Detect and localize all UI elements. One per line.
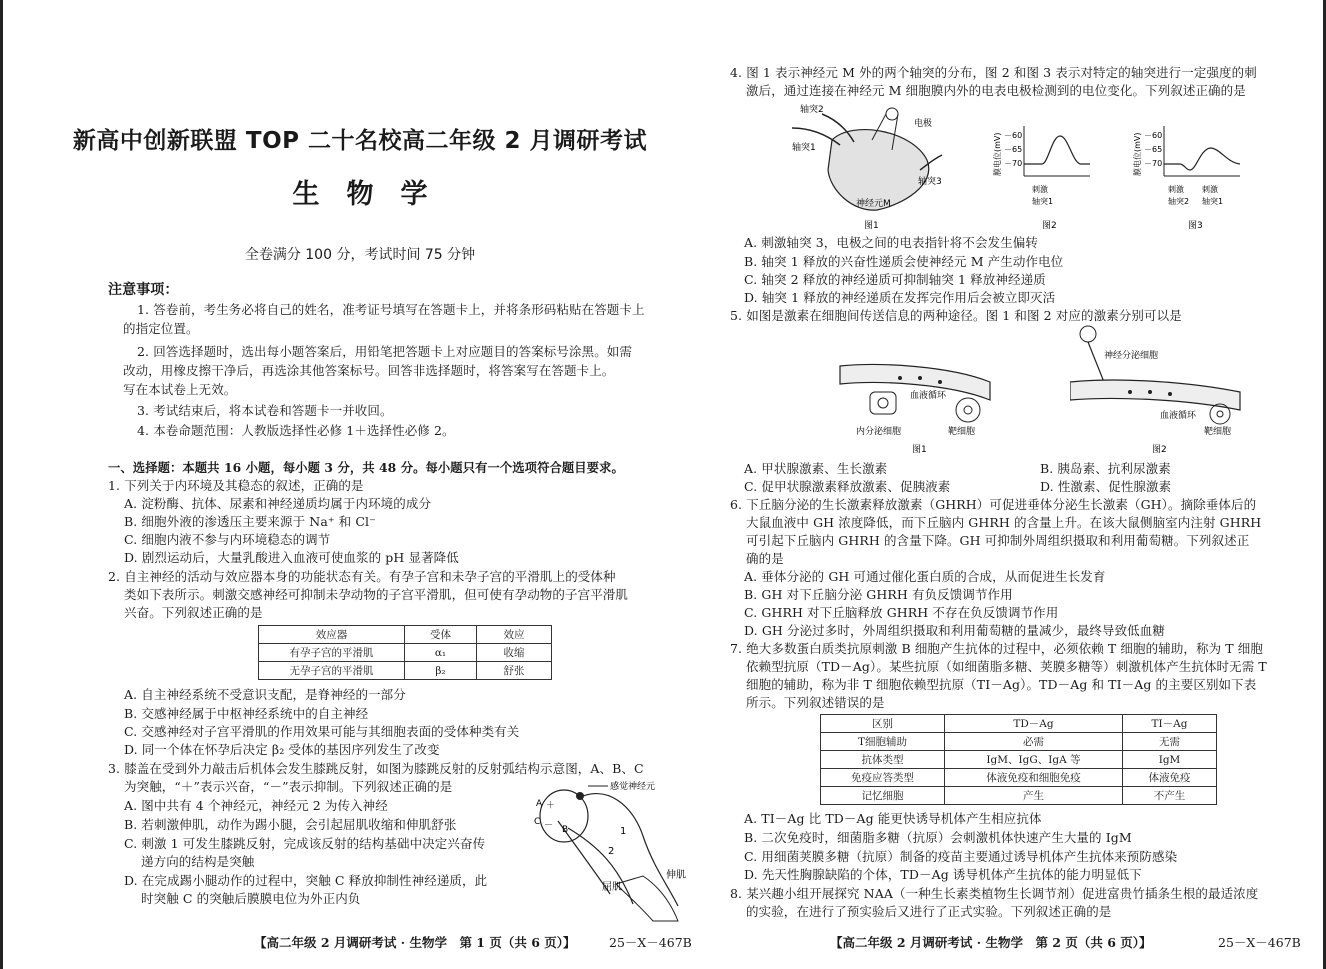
hormone-dot bbox=[1128, 390, 1132, 394]
question-stem: 激后，通过连接在神经元 M 细胞膜内外的电表电极检测到的电位变化。下列叙述正确的是 bbox=[746, 83, 1246, 98]
option: B. 交感神经属于中枢神经系统中的自主神经 bbox=[124, 706, 369, 721]
page-footer: 【高二年级 2 月调研考试 · 生物学 第 2 页（共 6 页）】 bbox=[830, 935, 1152, 950]
endocrine-cell bbox=[870, 392, 896, 414]
question-stem: 为突触，“＋”表示兴奋，“－”表示抑制。下列叙述正确的是 bbox=[124, 779, 453, 794]
y-axis-label: 膜电位(mV) bbox=[1133, 132, 1142, 176]
tick-label: －65 bbox=[1004, 145, 1023, 154]
option: B. 胰岛素、抗利尿激素 bbox=[1040, 461, 1171, 476]
hormone-dot bbox=[898, 376, 902, 380]
label-sensory: 感觉神经元 bbox=[610, 782, 656, 792]
table-header-row bbox=[259, 626, 552, 644]
page-right bbox=[722, 0, 1326, 969]
option: C. 细胞内液不参与内环境稳态的调节 bbox=[124, 532, 331, 547]
label-n2: 2 bbox=[608, 846, 615, 857]
option: C. 轴突 2 释放的神经递质可抑制轴突 1 释放神经递质 bbox=[744, 272, 1046, 287]
tick-label: －70 bbox=[1004, 159, 1023, 168]
table-cell: 必需 bbox=[945, 733, 1123, 751]
option: C. GHRH 对下丘脑释放 GHRH 不存在负反馈调节作用 bbox=[744, 605, 1059, 620]
stim-label: 轴突1 bbox=[1032, 197, 1054, 206]
table-cell: 体液免疫和细胞免疫 bbox=[945, 769, 1123, 787]
paper-code: 25－X－467B bbox=[1218, 935, 1301, 950]
fig-caption: 图1 bbox=[864, 221, 879, 231]
table-header-cell: 受体 bbox=[405, 626, 477, 644]
notice-line: 3. 考试结束后，将本试卷和答题卡一并收回。 bbox=[137, 403, 393, 418]
table-row bbox=[821, 751, 1217, 769]
cell-nucleus bbox=[964, 406, 972, 414]
question-stem: 细胞的辅助，称为非 T 细胞依赖型抗原（TI－Ag）。TD－Ag 和 TI－Ag 的主要区别如下表 bbox=[746, 677, 1257, 692]
question-stem: 所示。下列叙述错误的是 bbox=[746, 695, 885, 710]
label-electrode: 电极 bbox=[914, 119, 933, 129]
tick-label: －70 bbox=[1144, 159, 1163, 168]
option: A. 图中共有 4 个神经元，神经元 2 为传入神经 bbox=[124, 798, 388, 813]
table-cell: 产生 bbox=[945, 787, 1123, 805]
hormone-dot bbox=[938, 380, 942, 384]
section-heading: 一、选择题：本题共 16 小题，每小题 3 分，共 48 分。每小题只有一个选项符合题目要求。 bbox=[108, 460, 624, 475]
table-cell: T细胞辅助 bbox=[821, 733, 945, 751]
label-target: 靶细胞 bbox=[948, 427, 976, 437]
fig-caption: 图2 bbox=[1152, 445, 1167, 455]
fig-caption: 图3 bbox=[1188, 221, 1203, 231]
q4-potential-graph-3 bbox=[1130, 116, 1250, 232]
q5-hormone-figure-2 bbox=[1070, 322, 1250, 456]
stim-label: 轴突1 bbox=[1202, 197, 1224, 206]
fig-caption: 图2 bbox=[1042, 221, 1057, 231]
question-stem: 确的是 bbox=[746, 551, 784, 566]
question-stem: 6. 下丘脑分泌的生长激素释放激素（GHRH）可促进垂体分泌生长激素（GH）。摘除垂体后的 bbox=[730, 497, 1257, 512]
label-target: 靶细胞 bbox=[1204, 427, 1232, 437]
label-endocrine: 内分泌细胞 bbox=[856, 427, 902, 437]
label-axon1: 轴突1 bbox=[792, 143, 816, 153]
label-axon2: 轴突2 bbox=[800, 105, 824, 115]
leg-muscle bbox=[616, 876, 678, 921]
notice-line: 1. 答卷前，考生务必将自己的姓名，准考证号填写在答题卡上，并将条形码粘贴在答题卡上 bbox=[137, 302, 645, 317]
q4-potential-graph-2 bbox=[990, 116, 1100, 232]
tick-label: －60 bbox=[1144, 131, 1163, 140]
option: D. 性激素、促性腺激素 bbox=[1040, 479, 1172, 494]
meter-icon bbox=[886, 108, 898, 120]
label-a: A bbox=[536, 799, 543, 809]
question-stem: 1. 下列关于内环境及其稳态的叙述，正确的是 bbox=[108, 478, 364, 493]
option: A. 垂体分泌的 GH 可通过催化蛋白质的合成，从而促进生长发育 bbox=[744, 569, 1106, 584]
question-stem: 7. 绝大多数蛋白质类抗原刺激 B 细胞产生抗体的过程中，必须依赖 T 细胞的辅助，称为 T 细胞 bbox=[730, 641, 1264, 656]
table-header-cell: 效应 bbox=[477, 626, 552, 644]
fig-caption: 图1 bbox=[912, 445, 927, 455]
label-blood: 血液循环 bbox=[1160, 411, 1197, 421]
question-stem: 4. 图 1 表示神经元 M 外的两个轴突的分布，图 2 和图 3 表示对特定的轴突进行一定强度的刺 bbox=[730, 65, 1257, 80]
score-time: 全卷满分 100 分，考试时间 75 分钟 bbox=[244, 247, 476, 263]
target-cell bbox=[956, 398, 980, 422]
option: B. 若刺激伸肌，动作为踢小腿，会引起屈肌收缩和伸肌舒张 bbox=[124, 817, 457, 832]
tick-label: －65 bbox=[1144, 145, 1163, 154]
label-plus: ＋ bbox=[546, 801, 556, 811]
question-stem: 大鼠血液中 GH 浓度降低，而下丘脑内 GHRH 的含量上升。在该大鼠侧脑室内注射 GHRH bbox=[746, 515, 1262, 530]
stim-label: 轴突2 bbox=[1168, 197, 1190, 206]
notice-line: 4. 本卷命题范围：人教版选择性必修 1＋选择性必修 2。 bbox=[137, 423, 455, 438]
antigen-table bbox=[820, 714, 1217, 805]
label-flexor: 屈肌 bbox=[602, 882, 622, 893]
option: B. GH 对下丘脑分泌 GHRH 有负反馈调节作用 bbox=[744, 587, 1013, 602]
label-b: B bbox=[562, 825, 569, 835]
option: B. 细胞外液的渗透压主要来源于 Na⁺ 和 Cl⁻ bbox=[124, 514, 376, 529]
neurosecretory-cell bbox=[1080, 326, 1096, 342]
label-n1: 1 bbox=[620, 826, 627, 837]
label-c: C bbox=[534, 817, 541, 827]
table-cell: 体液免疫 bbox=[1123, 769, 1217, 787]
notice-line: 2. 回答选择题时，选出每小题答案后，用铅笔把答题卡上对应题目的答案标号涂黑。如需 bbox=[137, 344, 633, 359]
option: C. 刺激 1 可发生膝跳反射，完成该反射的结构基础中决定兴奋传 bbox=[124, 836, 486, 851]
hormone-dot bbox=[1168, 392, 1172, 396]
cell-nucleus bbox=[1217, 411, 1223, 417]
sensory-nerve bbox=[578, 794, 678, 906]
table-cell: 无需 bbox=[1123, 733, 1217, 751]
label-minus: － bbox=[544, 821, 554, 831]
question-stem: 兴奋。下列叙述正确的是 bbox=[124, 605, 263, 620]
question-stem: 5. 如图是激素在细胞间传送信息的两种途径。图 1 和图 2 对应的激素分别可以是 bbox=[730, 308, 1182, 323]
table-row bbox=[259, 662, 552, 680]
question-stem: 依赖型抗原（TD－Ag）。某些抗原（如细菌脂多糖、荚膜多糖等）刺激机体产生抗体时无需 T bbox=[746, 659, 1267, 674]
table-row bbox=[259, 644, 552, 662]
notice-line: 写在本试卷上无效。 bbox=[123, 382, 237, 397]
exam-title: 新高中创新联盟 TOP 二十名校高二年级 2 月调研考试 bbox=[72, 128, 648, 154]
table-row bbox=[821, 769, 1217, 787]
label-neuron: 神经元M bbox=[856, 199, 891, 209]
neurosecretory-axon bbox=[1088, 342, 1104, 382]
table-cell: β₂ bbox=[405, 662, 477, 680]
label-blood: 血液循环 bbox=[910, 391, 947, 401]
option: D. GH 分泌过多时，外周组织摄取和利用葡萄糖的量减少，最终导致低血糖 bbox=[744, 623, 1165, 638]
table-cell: IgM、IgG、IgA 等 bbox=[945, 751, 1123, 769]
tick-label: －60 bbox=[1004, 131, 1023, 140]
question-stem: 8. 某兴趣小组开展探究 NAA（一种生长素类植物生长调节剂）促进富贵竹插条生根的最适浓度 bbox=[730, 886, 1259, 901]
option: C. 交感神经对子宫平滑肌的作用效果可能与其细胞表面的受体种类有关 bbox=[124, 724, 520, 739]
question-stem: 可引起下丘脑内 GHRH 的含量下降。GH 可抑制外周组织摄取和利用葡萄糖。下列叙述正 bbox=[746, 533, 1250, 548]
stim-label: 刺激 bbox=[1032, 185, 1048, 194]
label-axon3: 轴突3 bbox=[918, 177, 942, 187]
motor-nerve bbox=[568, 828, 633, 904]
table-header-cell: 区别 bbox=[821, 715, 945, 733]
question-stem: 类如下表所示。刺激交感神经可抑制未孕动物的子宫平滑肌，但可使有孕动物的子宫平滑肌 bbox=[124, 587, 629, 602]
y-axis-label: 膜电位(mV) bbox=[993, 132, 1002, 176]
subject-title: 生 物 学 bbox=[292, 179, 428, 210]
label-neurosecretory: 神经分泌细胞 bbox=[1104, 351, 1159, 361]
option: B. 二次免疫时，细菌脂多糖（抗原）会刺激机体快速产生大量的 IgM bbox=[744, 830, 1132, 845]
option: A. 自主神经系统不受意识支配，是脊神经的一部分 bbox=[124, 687, 406, 702]
q4-neuron-figure bbox=[792, 100, 952, 232]
option: D. 在完成踢小腿动作的过程中，突触 C 释放抑制性神经递质，此 bbox=[124, 873, 488, 888]
table-row bbox=[821, 733, 1217, 751]
table-cell: 无孕子宫的平滑肌 bbox=[259, 662, 405, 680]
hormone-dot bbox=[1148, 390, 1152, 394]
stim-label: 刺激 bbox=[1202, 185, 1218, 194]
receptor-table bbox=[258, 625, 552, 680]
table-cell: 不产生 bbox=[1123, 787, 1217, 805]
table-cell: 记忆细胞 bbox=[821, 787, 945, 805]
question-stem: 2. 自主神经的活动与效应器本身的功能状态有关。有孕子宫和未孕子宫的平滑肌上的受体种 bbox=[108, 569, 616, 584]
table-row bbox=[821, 787, 1217, 805]
notice-line: 改动，用橡皮擦干净后，再选涂其他答案标号。回答非选择题时，将答案写在答题卡上。 bbox=[123, 363, 615, 378]
option: B. 轴突 1 释放的兴奋性递质会使神经元 M 产生动作电位 bbox=[744, 254, 1064, 269]
cell-nucleus bbox=[878, 398, 888, 408]
table-cell: 收缩 bbox=[477, 644, 552, 662]
option: A. TI－Ag 比 TD－Ag 能更快诱导机体产生相应抗体 bbox=[744, 811, 1042, 826]
table-header-cell: 效应器 bbox=[259, 626, 405, 644]
notice-heading: 注意事项： bbox=[108, 282, 179, 298]
table-cell: α₁ bbox=[405, 644, 477, 662]
label-extensor: 伸肌 bbox=[666, 870, 686, 881]
option: C. 用细菌荚膜多糖（抗原）制备的疫苗主要通过诱导机体产生抗体来预防感染 bbox=[744, 849, 1178, 864]
option: A. 淀粉酶、抗体、尿素和神经递质均属于内环境的成分 bbox=[124, 496, 432, 511]
table-header-cell: TD－Ag bbox=[945, 715, 1123, 733]
sensory-neuron-body bbox=[576, 792, 584, 800]
option: D. 剧烈运动后，大量乳酸进入血液可使血浆的 pH 显著降低 bbox=[124, 550, 459, 565]
q5-hormone-figure-1 bbox=[830, 352, 1000, 456]
table-cell: 有孕子宫的平滑肌 bbox=[259, 644, 405, 662]
option: D. 轴突 1 释放的神经递质在发挥完作用后会被立即灭活 bbox=[744, 290, 1056, 305]
option: A. 刺激轴突 3，电极之间的电表指针将不会发生偏转 bbox=[744, 235, 1039, 250]
table-header-cell: TI－Ag bbox=[1123, 715, 1217, 733]
potential-curve bbox=[1024, 136, 1090, 164]
reflex-arc-figure bbox=[528, 776, 700, 926]
table-cell: 舒张 bbox=[477, 662, 552, 680]
paper-code: 25－X－467B bbox=[609, 935, 692, 950]
option: D. 先天性胸腺缺陷的个体，TD－Ag 诱导机体产生抗体的能力明显低下 bbox=[744, 867, 1142, 882]
question-stem: 的实验，在进行了预实验后又进行了正式实验。下列叙述正确的是 bbox=[746, 904, 1112, 919]
option: D. 同一个体在怀孕后决定 β₂ 受体的基因序列发生了改变 bbox=[124, 742, 440, 757]
option: A. 甲状腺激素、生长激素 bbox=[744, 461, 888, 476]
table-cell: 免疫应答类型 bbox=[821, 769, 945, 787]
stim-label: 刺激 bbox=[1168, 185, 1184, 194]
option: C. 促甲状腺激素释放激素、促胰液素 bbox=[744, 479, 951, 494]
notice-line: 的指定位置。 bbox=[123, 321, 199, 336]
hormone-dot bbox=[918, 376, 922, 380]
table-header-row bbox=[821, 715, 1217, 733]
option: 时突触 C 的突触后膜膜电位为外正内负 bbox=[141, 891, 361, 906]
table-cell: 抗体类型 bbox=[821, 751, 945, 769]
potential-curve bbox=[1164, 148, 1240, 170]
question-stem: 3. 膝盖在受到外力敲击后机体会发生膝跳反射，如图为膝跳反射的反射弧结构示意图，A、B、C bbox=[108, 761, 644, 776]
page-footer: 【高二年级 2 月调研考试 · 生物学 第 1 页（共 6 页）】 bbox=[254, 935, 576, 950]
table-cell: IgM bbox=[1123, 751, 1217, 769]
option: 递方向的结构是突触 bbox=[141, 854, 255, 869]
